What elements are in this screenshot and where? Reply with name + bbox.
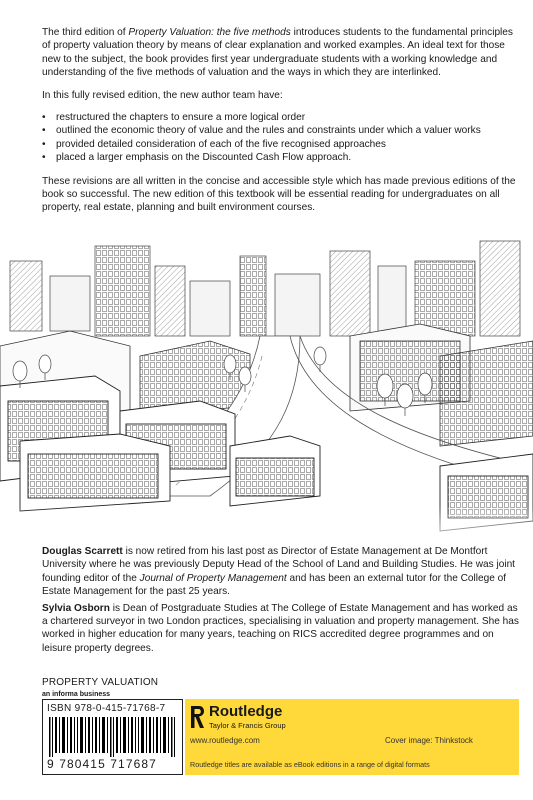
book-title: Property Valuation: the five methods (128, 27, 291, 38)
blurb (42, 26, 518, 224)
journal-title: Journal of Property Management (139, 572, 287, 584)
author-bio-scarrett: Douglas Scarrett is now retired from his last post as Director of Estate Management at De Montfort University where he was previously Deputy Head of the School of Land and Building Studies. He was joint founding editor of the Journal of Property Management and has been an external tutor for the College of Estate Management for the past 25 years. (42, 546, 515, 598)
ebook-note: Routledge titles are available as eBook editions in a range of digital formats (190, 760, 430, 769)
list-item: • outlined the economic theory of value and the rules and constraints under which a valuer works (42, 124, 518, 137)
revision-list (42, 111, 518, 165)
isbn-digits: 9 780415 717687 (47, 757, 157, 771)
barcode-icon (49, 717, 177, 757)
list-item: • restructured the chapters to ensure a more logical order (42, 111, 518, 124)
intro-paragraph-2: In this fully revised edition, the new author team have: (42, 89, 283, 101)
cover-image-credit: Cover image: Thinkstock (385, 736, 473, 745)
author-bios (42, 545, 520, 658)
imprint-line: an informa business (42, 691, 111, 698)
intro-paragraph-3: These revisions are all written in the concise and accessible style which has made previous editions of the book so successful. The new edition of this textbook will be essential reading for undergraduates on all property, real estate, planning and built environment courses. (42, 175, 516, 214)
author-bio-osborn: Sylvia Osborn is Dean of Postgraduate Studies at The College of Estate Management and has worked as a chartered surveyor in two London practices, specialising in valuation and property management. She has worked in higher education for many years, teaching on RICS accredited degree programmes and on leisure property degrees. (42, 602, 519, 654)
cityscape-illustration (0, 236, 533, 548)
routledge-logo-icon (189, 704, 205, 730)
list-item: • provided detailed consideration of each of the five recognised approaches (42, 138, 518, 151)
isbn-barcode-box (42, 699, 183, 775)
author-name: Douglas Scarrett (42, 546, 123, 557)
publisher-name: Routledge (209, 703, 283, 720)
isbn-label: ISBN 978-0-415-71768-7 (47, 703, 166, 714)
intro-paragraph-1: The third edition of Property Valuation: the five methods introduces students to the fundamental principles of property valuation theory by means of clear explanation and worked examples. An ideal text for those new to the subject, the book provides first year undergraduate students with a working knowledge and understanding of the five methods of valuation and the ways in which they are interlinked. (42, 27, 513, 79)
publisher-url[interactable]: www.routledge.com (190, 736, 260, 745)
list-item: • placed a larger emphasis on the Discounted Cash Flow approach. (42, 151, 518, 164)
author-name: Sylvia Osborn (42, 602, 110, 614)
publisher-group: Taylor & Francis Group (209, 721, 286, 730)
publisher-panel (185, 699, 519, 775)
subject-category: PROPERTY VALUATION (42, 677, 159, 688)
